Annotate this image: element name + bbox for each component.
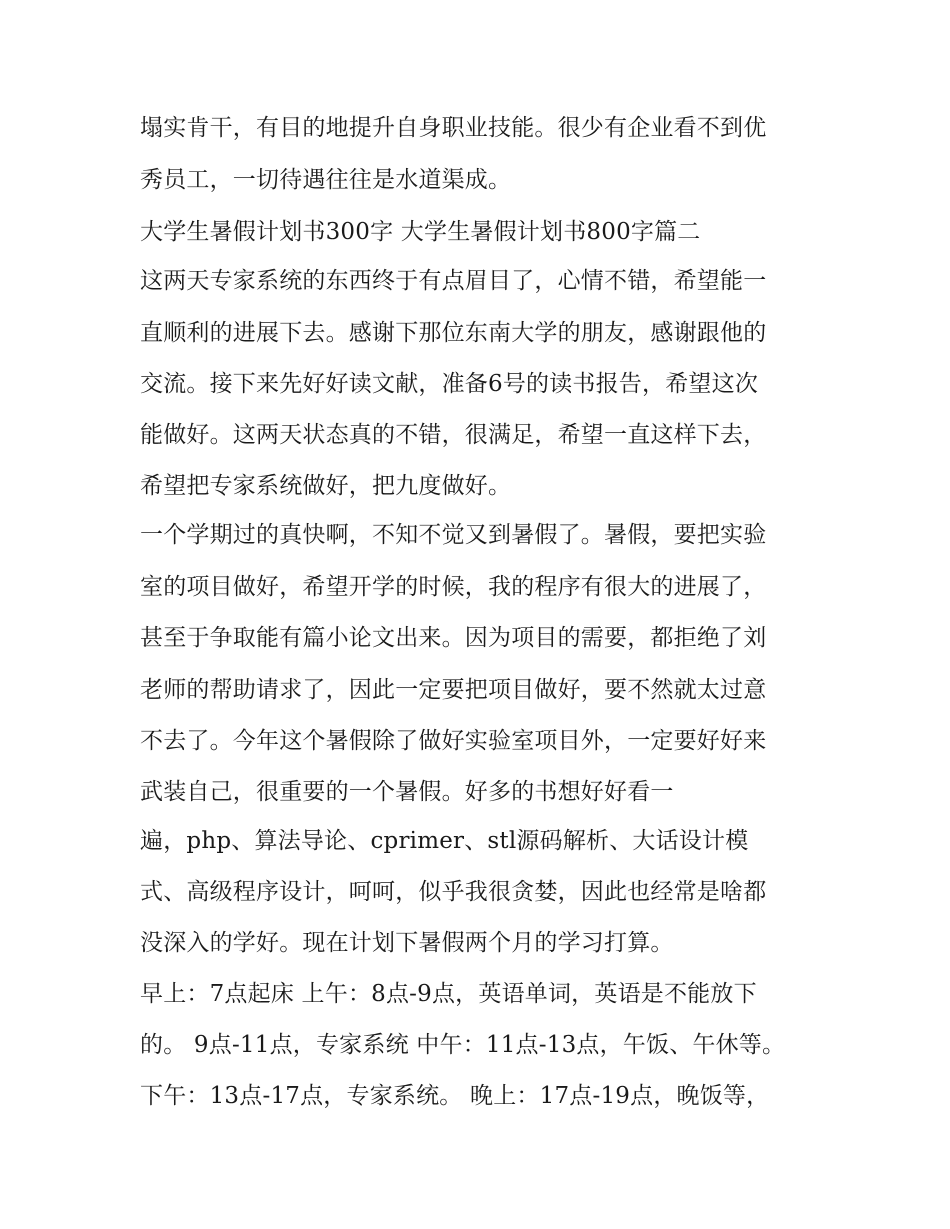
text-line: 老师的帮助请求了，因此一定要把项目做好，要不然就太过意 — [140, 677, 767, 703]
section-heading: 大学生暑假计划书300字 大学生暑假计划书800字篇二 — [140, 219, 701, 245]
text-line: 没深入的学好。现在计划下暑假两个月的学习打算。 — [140, 930, 674, 956]
text-line: 甚至于争取能有篇小论文出来。因为项目的需要，都拒绝了刘 — [140, 625, 767, 651]
text-line: 直顺利的进展下去。感谢下那位东南大学的朋友，感谢跟他的 — [140, 320, 767, 346]
text-line: 式、高级程序设计，呵呵，似乎我很贪婪，因此也经常是啥都 — [140, 879, 767, 905]
text-line: 秀员工，一切待遇往往是水道渠成。 — [140, 167, 512, 193]
text-line: 武装自己，很重要的一个暑假。好多的书想好好看一 — [140, 779, 674, 805]
text-line: 塌实肯干，有目的地提升自身职业技能。很少有企业看不到优 — [140, 115, 767, 141]
text-line: 早上：7点起床 上午：8点-9点，英语单词，英语是不能放下 — [140, 981, 757, 1007]
text-line: 下午：13点-17点，专家系统。 晚上：17点-19点，晚饭等， — [140, 1083, 770, 1109]
text-line: 这两天专家系统的东西终于有点眉目了，心情不错，希望能一 — [140, 268, 767, 294]
text-line: 交流。接下来先好好读文献，准备6号的读书报告，希望这次 — [140, 371, 759, 397]
text-line: 希望把专家系统做好，把九度做好。 — [140, 473, 512, 499]
text-line: 的。 9点-11点，专家系统 中午：11点-13点，午饭、午休等。 — [140, 1032, 786, 1058]
text-line: 不去了。今年这个暑假除了做好实验室项目外，一定要好好来 — [140, 728, 767, 754]
text-line: 能做好。这两天状态真的不错，很满足，希望一直这样下去， — [140, 422, 767, 448]
text-line: 遍，php、算法导论、cprimer、stl源码解析、大话设计模 — [140, 828, 749, 854]
text-line: 室的项目做好，希望开学的时候，我的程序有很大的进展了， — [140, 574, 767, 600]
text-line: 一个学期过的真快啊，不知不觉又到暑假了。暑假，要把实验 — [140, 522, 767, 548]
